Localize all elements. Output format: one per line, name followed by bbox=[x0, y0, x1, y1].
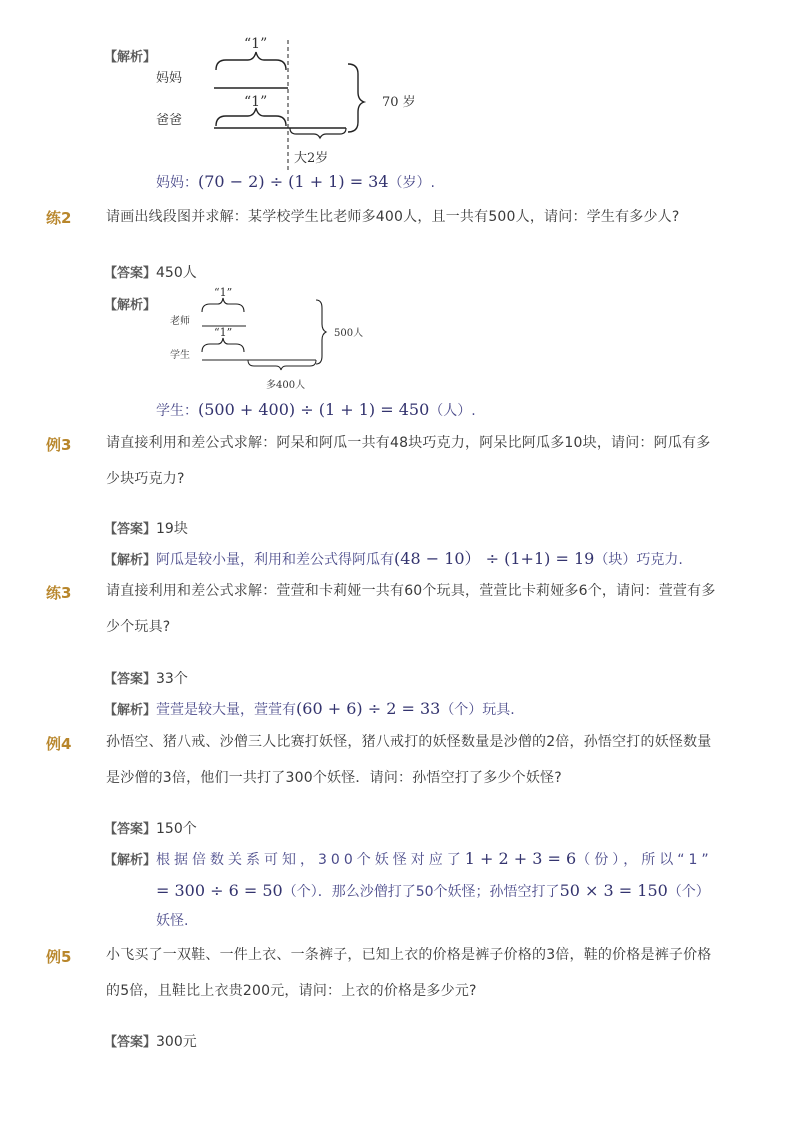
answer-row bbox=[104, 818, 197, 838]
answer-row bbox=[104, 518, 188, 538]
question-line-2: 的5倍，且鞋比上衣贵200元，请问：上衣的价格是多少元? bbox=[106, 983, 477, 999]
solution-math: = 300 ÷ 6 = 50 bbox=[156, 881, 283, 900]
diff-label: 大2岁 bbox=[294, 151, 329, 166]
solution-suffix: （个）玩具. bbox=[440, 702, 515, 718]
solution-math: (48 − 10） ÷ (1+1) = 19 bbox=[394, 549, 595, 568]
solution-suffix: （人）. bbox=[429, 403, 476, 419]
solution-text-2: （个） bbox=[667, 884, 710, 900]
dad-label: 爸爸 bbox=[156, 113, 183, 128]
solution-suffix: （块）巧克力. bbox=[594, 552, 683, 568]
diff-label: 多400人 bbox=[266, 380, 306, 391]
solution-prefix: 学生： bbox=[156, 403, 198, 419]
solution-line bbox=[156, 400, 476, 420]
teacher-label: 老师 bbox=[170, 316, 190, 327]
answer-value: 450人 bbox=[156, 265, 197, 281]
exercise-tag: 练2 bbox=[46, 209, 72, 227]
jiexi-label: 【解析】 bbox=[104, 50, 157, 65]
line-segment-diagram-teacher-student bbox=[166, 284, 386, 396]
answer-label: 【答案】 bbox=[104, 1035, 157, 1050]
answer-value: 33个 bbox=[156, 671, 188, 687]
solution-row bbox=[104, 692, 515, 728]
answer-value: 19块 bbox=[156, 521, 188, 537]
solution-line bbox=[156, 172, 435, 192]
line-segment-diagram-parents bbox=[150, 30, 450, 175]
quote-label-top: “1” bbox=[244, 36, 268, 52]
quote-label-top: “1” bbox=[214, 286, 233, 299]
solution-math: (60 + 6) ÷ 2 = 33 bbox=[296, 699, 441, 718]
example-tag: 例3 bbox=[46, 436, 72, 454]
solution-text: （个）．那么沙僧打了50个妖怪；孙悟空打了 bbox=[282, 884, 560, 900]
example-tag: 例4 bbox=[46, 735, 72, 753]
solution-suffix: （岁）. bbox=[388, 175, 435, 191]
total-label: 500人 bbox=[334, 328, 364, 339]
answer-label: 【答案】 bbox=[104, 672, 157, 687]
question-line-1: 小飞买了一双鞋、一件上衣、一条裤子，已知上衣的价格是裤子价格的3倍，鞋的价格是裤子价格 bbox=[106, 947, 712, 963]
question-text: 请画出线段图并求解：某学校学生比老师多400人，且一共有500人，请问：学生有多少人? bbox=[106, 209, 680, 225]
question-line-1: 孙悟空、猪八戒、沙僧三人比赛打妖怪，猪八戒打的妖怪数量是沙僧的2倍，孙悟空打的妖怪数量 bbox=[106, 734, 712, 750]
solution-row-1 bbox=[104, 842, 713, 878]
question-line-1: 请直接利用和差公式求解：阿呆和阿瓜一共有48块巧克力，阿呆比阿瓜多10块，请问：阿瓜有多 bbox=[106, 435, 711, 451]
example-tag: 例5 bbox=[46, 948, 72, 966]
jiexi-label: 【解析】 bbox=[104, 853, 157, 868]
question-line-2: 是沙僧的3倍，他们一共打了300个妖怪．请问：孙悟空打了多少个妖怪? bbox=[106, 770, 562, 786]
solution-math-2: 50 × 3 = 150 bbox=[559, 881, 668, 900]
solution-row-3: 妖怪. bbox=[156, 913, 189, 929]
quote-label-mid: “1” bbox=[244, 94, 268, 110]
answer-value: 150个 bbox=[156, 821, 197, 837]
solution-math: (70 − 2) ÷ (1 + 1) = 34 bbox=[198, 172, 389, 191]
student-label: 学生 bbox=[170, 350, 190, 361]
answer-row bbox=[104, 262, 197, 282]
total-label: 70 岁 bbox=[382, 95, 416, 110]
solution-prefix: 根据倍数关系可知，300个妖怪对应了 bbox=[156, 852, 465, 868]
solution-math: 1 + 2 + 3 = 6 bbox=[464, 849, 577, 868]
solution-suffix: （份），所以“1” bbox=[576, 852, 713, 868]
exercise-tag: 练3 bbox=[46, 584, 72, 602]
question-line-2: 少个玩具? bbox=[106, 619, 171, 635]
question-text bbox=[106, 573, 726, 645]
mom-label: 妈妈 bbox=[156, 71, 183, 86]
jiexi-label: 【解析】 bbox=[104, 298, 157, 313]
answer-label: 【答案】 bbox=[104, 822, 157, 837]
question-text bbox=[106, 937, 726, 1009]
solution-prefix: 阿瓜是较小量，利用和差公式得阿瓜有 bbox=[156, 552, 395, 568]
jiexi-label: 【解析】 bbox=[104, 703, 157, 718]
answer-value: 300元 bbox=[156, 1034, 197, 1050]
question-line-1: 请直接利用和差公式求解：萱萱和卡莉娅一共有60个玩具，萱萱比卡莉娅多6个，请问：萱萱有多 bbox=[106, 583, 716, 599]
answer-row bbox=[104, 1031, 197, 1051]
solution-math: (500 + 400) ÷ (1 + 1) = 450 bbox=[198, 400, 430, 419]
question-line-2: 少块巧克力? bbox=[106, 471, 185, 487]
solution-prefix: 萱萱是较大量，萱萱有 bbox=[156, 702, 297, 718]
jiexi-label: 【解析】 bbox=[104, 553, 157, 568]
answer-label: 【答案】 bbox=[104, 266, 157, 281]
solution-row-2 bbox=[156, 874, 710, 909]
solution-prefix: 妈妈： bbox=[156, 175, 198, 191]
question-text bbox=[106, 724, 726, 796]
quote-label-mid: “1” bbox=[214, 326, 233, 339]
question-text bbox=[106, 425, 726, 497]
answer-row bbox=[104, 668, 188, 688]
answer-label: 【答案】 bbox=[104, 522, 157, 537]
